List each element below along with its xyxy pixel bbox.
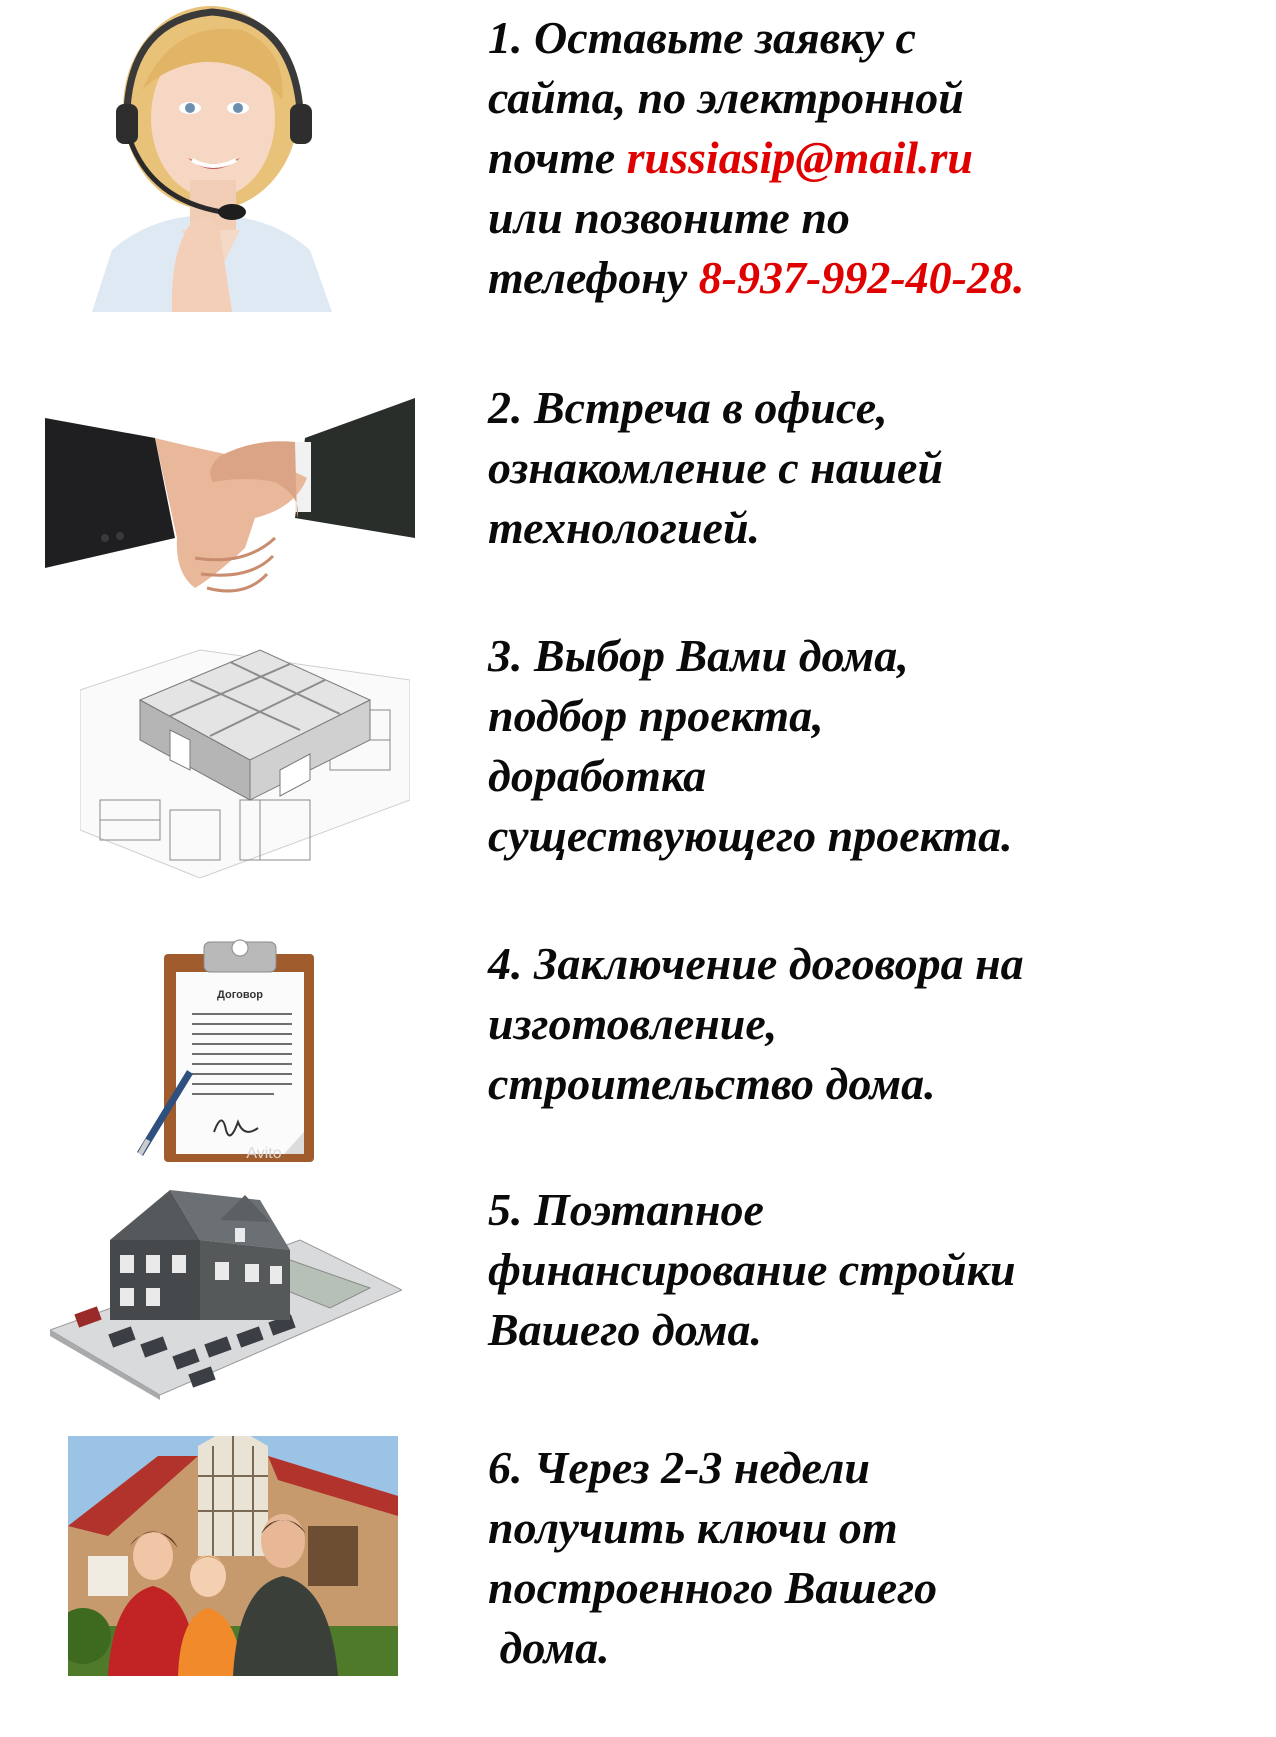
step-1-line-3 — [488, 128, 1025, 188]
step-4-line: изготовление, — [488, 998, 778, 1049]
step-5-line: Вашего дома. — [488, 1304, 762, 1355]
email-link[interactable]: russiasip@mail.ru — [626, 132, 973, 183]
step-1-phone-prefix: телефону — [488, 252, 699, 303]
step-4-line: строительство дома. — [488, 1058, 936, 1109]
call-center-operator-headset-icon — [82, 0, 340, 312]
step-1-line-4: или позвоните по — [488, 192, 850, 243]
step-6-line: построенного Вашего — [488, 1562, 938, 1613]
operator-image — [82, 0, 340, 312]
step-4-text — [488, 934, 1024, 1114]
step-5-line: финансирование стройки — [488, 1244, 1016, 1295]
step-1-line-2: сайта, по электронной — [488, 72, 964, 123]
blueprint-image — [80, 630, 410, 878]
step-1-line-1: 1. Оставьте заявку с — [488, 12, 916, 63]
step-5-line: 5. Поэтапное — [488, 1184, 764, 1235]
contract-image — [134, 932, 320, 1164]
step-2-line: 2. Встреча в офисе, — [488, 382, 888, 433]
family-new-house-photo-icon — [68, 1436, 398, 1676]
handshake-icon — [45, 398, 415, 608]
step-1-text — [488, 8, 1025, 308]
step-2-line: ознакомление с нашей — [488, 442, 944, 493]
step-6-text — [488, 1438, 937, 1678]
step-4-line: 4. Заключение договора на — [488, 938, 1024, 989]
family-house-photo — [68, 1436, 398, 1676]
step-5-text — [488, 1180, 1016, 1360]
contract-heading: Договор — [217, 989, 263, 1001]
step-6-line: 6. Через 2-3 недели — [488, 1442, 870, 1493]
step-3-text — [488, 626, 1013, 866]
step-6-line: дома. — [488, 1622, 610, 1673]
step-3-line: 3. Выбор Вами дома, — [488, 630, 909, 681]
step-3-line: подбор проекта, — [488, 690, 824, 741]
step-2-text — [488, 378, 943, 558]
house-on-calculator-icon — [50, 1180, 402, 1400]
step-1-email-prefix: почте — [488, 132, 627, 183]
clipboard-contract-icon — [134, 932, 320, 1164]
step-3-line: существующего проекта. — [488, 810, 1013, 861]
house-blueprint-model-icon — [80, 630, 410, 878]
step-2-line: технологией. — [488, 502, 761, 553]
handshake-image — [45, 398, 415, 608]
house-calculator-image — [50, 1180, 402, 1400]
phone-number[interactable]: 8-937-992-40-28. — [698, 252, 1025, 303]
avito-watermark: Avito — [246, 1145, 282, 1162]
step-6-line: получить ключи от — [488, 1502, 898, 1553]
step-3-line: доработка — [488, 750, 707, 801]
step-1-line-5 — [488, 248, 1025, 308]
